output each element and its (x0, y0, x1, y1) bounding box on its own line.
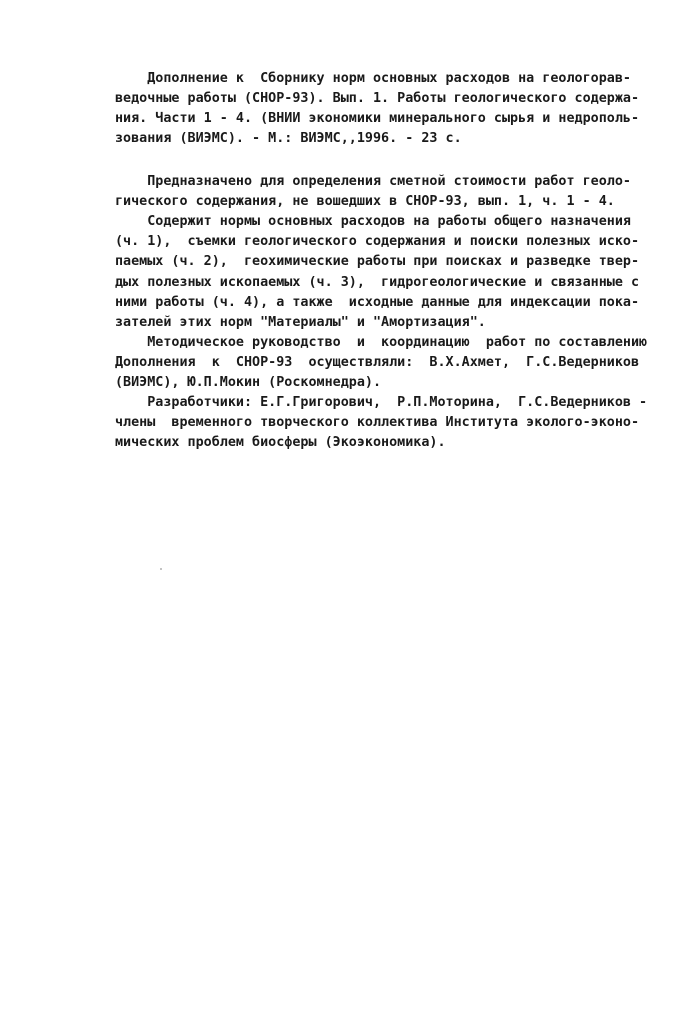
text-line: мических проблем биосферы (Экоэкономика). (115, 435, 446, 451)
text-line: паемых (ч. 2), геохимические работы при поисках и разведке твер- (115, 254, 640, 270)
text-line: ния. Части 1 - 4. (ВНИИ экономики минерального сырья и недрополь- (115, 111, 640, 127)
text-line: зателей этих норм "Материалы" и "Амортизация". (115, 314, 486, 330)
text-line: (ч. 1), съемки геологического содержания и поиски полезных иско- (115, 234, 640, 250)
text-line: Методическое руководство и координацию работ по составлению (115, 334, 648, 350)
text-line: Дополнения к СНОР-93 осуществляли: В.Х.Ахмет, Г.С.Ведерников (115, 354, 640, 370)
text-line: Предназначено для определения сметной стоимости работ геоло- (115, 174, 631, 189)
text-line: зования (ВИЭМС). - М.: ВИЭМС,,1996. - 23 с. (115, 131, 462, 147)
text-line: (ВИЭМС), Ю.П.Мокин (Роскомнедра). (115, 375, 382, 390)
text-line: ведочные работы (СНОР-93). Вып. 1. Работы геологического содержа- (115, 91, 640, 107)
text-line: члены временного творческого коллектива Института эколого-эконо- (115, 415, 640, 431)
text-line: Дополнение к Сборнику норм основных расходов на геологорав- (115, 71, 631, 86)
scan-speck (160, 568, 162, 570)
text-line: Содержит нормы основных расходов на работы общего назначения (115, 214, 631, 230)
text-line: Разработчики: Е.Г.Григорович, Р.П.Моторина, Г.С.Ведерников - (115, 395, 648, 411)
text-line: гического содержания, не вошедших в СНОР-93, вып. 1, ч. 1 - 4. (115, 194, 615, 210)
text-line: дых полезных ископаемых (ч. 3), гидрогеологические и связанные с (115, 274, 640, 290)
text-line: ними работы (ч. 4), а также исходные данные для индексации пока- (115, 294, 640, 310)
